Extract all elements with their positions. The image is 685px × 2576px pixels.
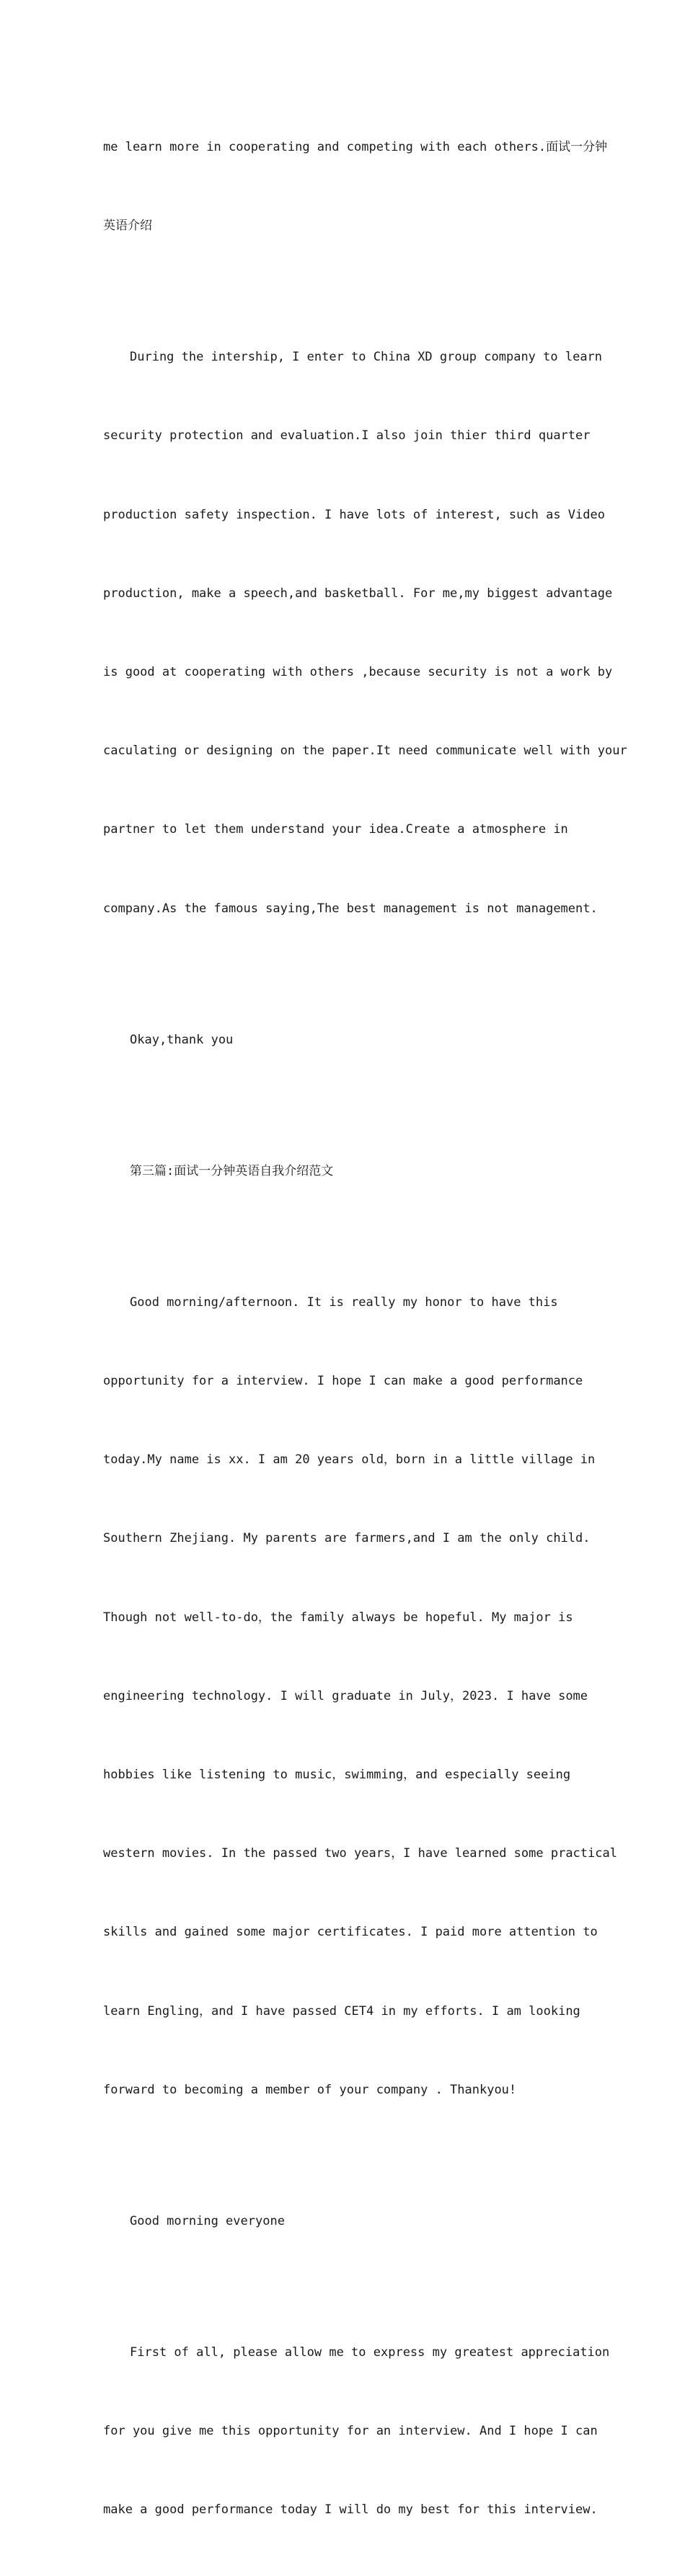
text-line: today.My name is xx. I am 20 years old，born in a little village in [103,1452,596,1468]
text-line: partner to let them understand your idea.Create a atmosphere in [103,822,568,837]
text-line: opportunity for a interview. I hope I can make a good performance [103,1373,583,1388]
text-line: is good at cooperating with others ,because security is not a work by [103,664,613,679]
text-line: western movies. In the passed two years，I have learned some practical [103,1846,617,1861]
text-line: Okay,thank you [130,1032,234,1047]
text-line: During the intership, I enter to China XD group company to learn [130,350,603,365]
text-line: company.As the famous saying,The best management is not management. [103,901,598,916]
heading-line: 第三篇:面试一分钟英语自我介绍范文 [130,1163,334,1178]
text-line: learn Engling，and I have passed CET4 in my efforts. I am looking [103,2003,580,2019]
text-line: First of all, please allow me to express my greatest appreciation [130,2345,610,2360]
text-line: me learn more in cooperating and competing with each others.面试一分钟 [103,139,608,154]
section-heading [103,1106,593,1237]
text-line: production safety inspection. I have lots of interest, such as Video [103,507,605,522]
paragraph-internship [103,291,627,974]
text-line: make a good performance today I will do my best for this interview. [103,2502,598,2518]
text-line: hobbies like listening to music，swimming，and especially seeing [103,1768,571,1782]
text-line: skills and gained some major certificates. I paid more attention to [103,1925,598,1940]
text-line: Southern Zhejiang. My parents are farmers,and I am the only child. [103,1531,591,1546]
paragraph-greeting [103,2156,593,2287]
text-line: production, make a speech,and basketball. For me,my biggest advantage [103,586,613,601]
text-line: caculating or designing on the paper.It need communicate well with your [103,744,627,759]
text-line: Good morning everyone [130,2213,285,2228]
paragraph-thanks [103,974,593,1106]
text-line: Though not well-to-do，the family always be hopeful. My major is [103,1610,573,1625]
paragraph-continuation [103,81,608,291]
paragraph-self-intro [103,1237,617,2156]
text-line: security protection and evaluation.I also join thier third quarter [103,428,591,444]
document-body [103,81,627,2576]
paragraph-appreciation [103,2287,610,2575]
text-line: for you give me this opportunity for an interview. And I hope I can [103,2424,598,2439]
text-line: forward to becoming a member of your company . Thankyou! [103,2082,517,2097]
text-line: engineering technology. I will graduate in July，2023. I have some [103,1688,588,1703]
text-line: Good morning/afternoon. It is really my honor to have this [130,1294,558,1310]
text-line: 英语介绍 [103,219,152,234]
